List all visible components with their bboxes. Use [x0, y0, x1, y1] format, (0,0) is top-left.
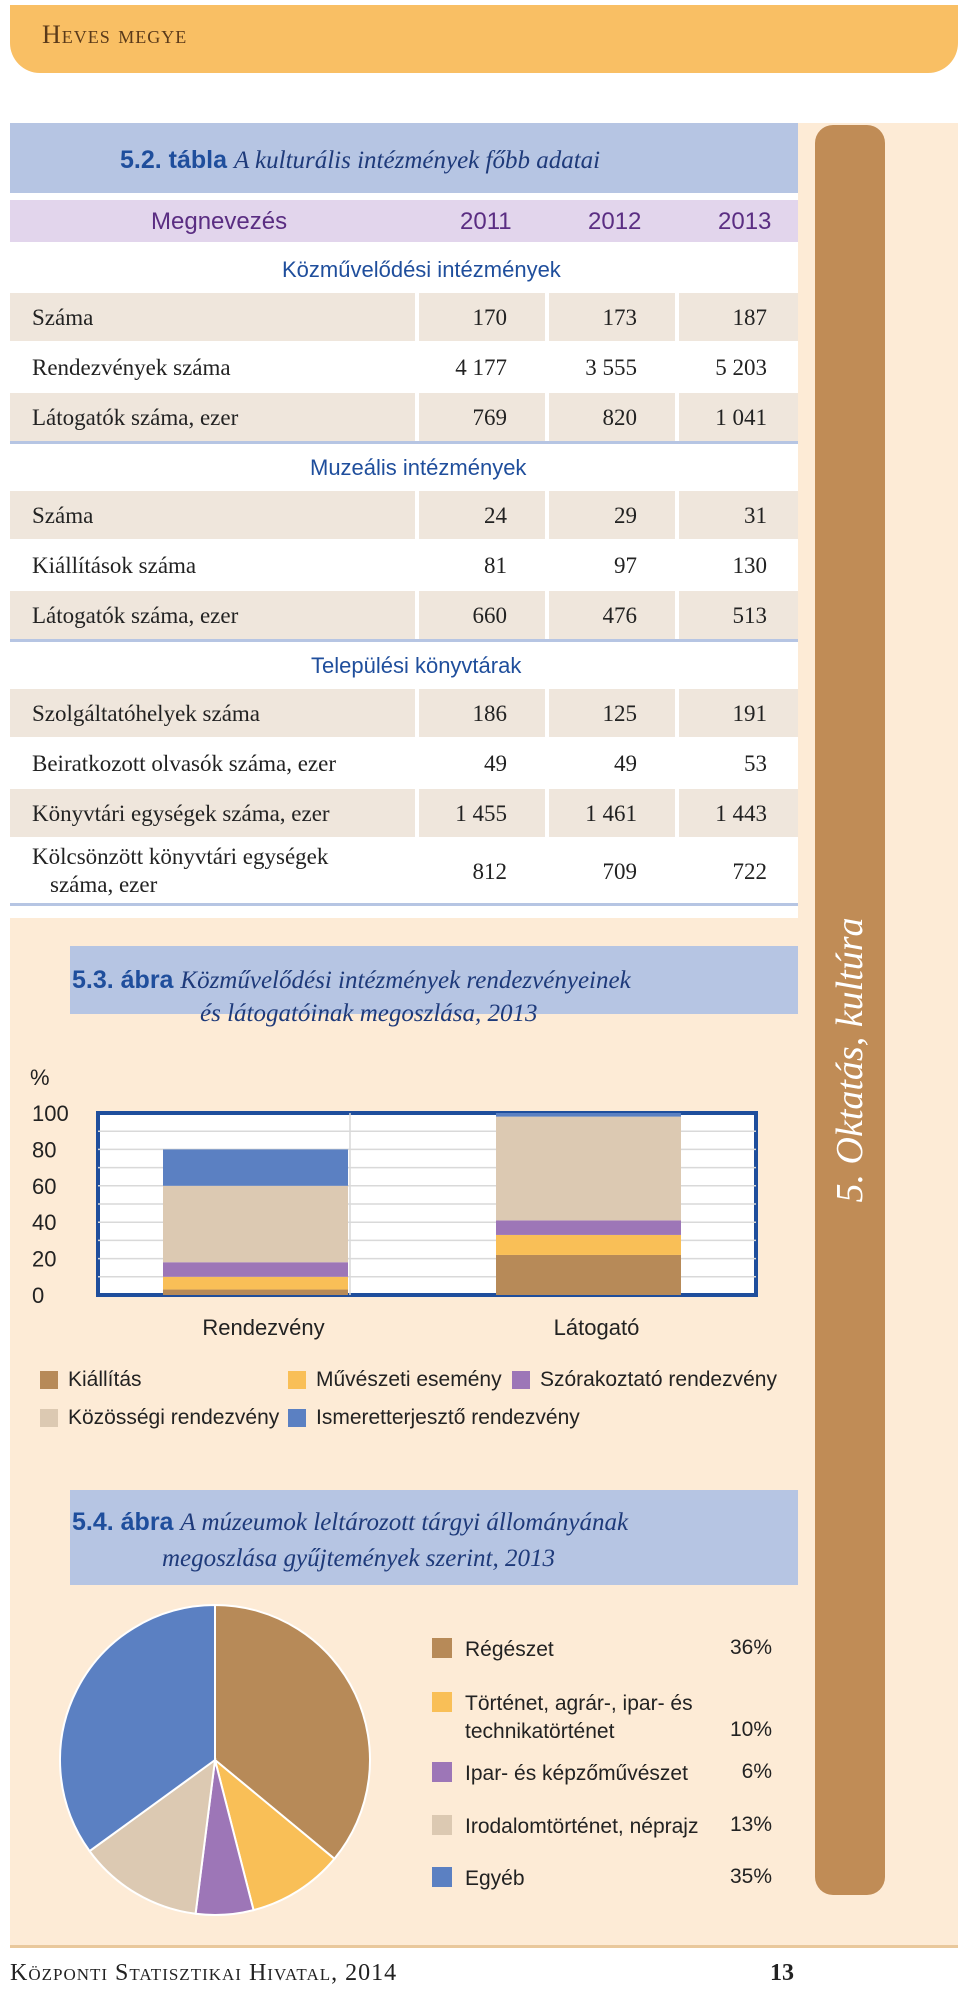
- y-tick-label: 0: [32, 1283, 45, 1308]
- cell-value: 476: [602, 603, 637, 628]
- row-label: Beiratkozott olvasók száma, ezer: [32, 751, 336, 776]
- x-category-label: Látogató: [553, 1315, 640, 1340]
- row-label: Száma: [32, 503, 94, 528]
- pie-legend-label: Régészet: [465, 1638, 554, 1661]
- header-title: Heves megye: [42, 20, 188, 49]
- figure-5-3-number: 5.3. ábra: [72, 966, 174, 994]
- legend-label: Művészeti esemény: [316, 1368, 502, 1391]
- row-label-line1: Kölcsönzött könyvtári egységek: [32, 844, 329, 869]
- cell-value: 4 177: [455, 355, 507, 380]
- cell-value: 5 203: [715, 355, 767, 380]
- y-tick-label: 80: [32, 1137, 57, 1163]
- cell-value: 722: [732, 859, 767, 884]
- row-label: Rendezvények száma: [32, 355, 231, 380]
- table-caption: A kulturális intézmények főbb adatai: [233, 147, 601, 174]
- cell-value: 31: [744, 503, 767, 528]
- figure-5-3-title-line1: Közművelődési intézmények rendezvényeinek: [180, 967, 631, 994]
- cell-value: 1 455: [455, 801, 507, 826]
- page-number: 13: [770, 1960, 794, 1986]
- y-axis-unit: %: [30, 1065, 50, 1090]
- row-label: Látogatók száma, ezer: [32, 405, 239, 430]
- section-title: Közművelődési intézmények: [282, 257, 561, 282]
- legend-label: Kiállítás: [68, 1368, 142, 1391]
- figure-5-4-title-line1: A múzeumok leltározott tárgyi állományának: [180, 1509, 629, 1536]
- cell-value: 3 555: [585, 355, 637, 380]
- cell-value: 187: [732, 305, 767, 330]
- cell-value: 53: [744, 751, 767, 776]
- row-label-line2: száma, ezer: [50, 872, 158, 897]
- cell-value: 1 041: [715, 405, 767, 430]
- pie-legend-percent: 36%: [729, 1636, 772, 1659]
- cell-value: 81: [484, 553, 507, 578]
- row-label: Szolgáltatóhelyek száma: [32, 701, 261, 726]
- cell-value: 170: [472, 305, 507, 330]
- footer-publisher: Központi Statisztikai Hivatal, 2014: [10, 1960, 398, 1986]
- cell-value: 513: [732, 603, 767, 628]
- pie-legend-swatch: [432, 1762, 452, 1782]
- figure-5-4-title-line2: megoszlása gyűjtemények szerint, 2013: [162, 1545, 555, 1572]
- cell-value: 97: [614, 553, 637, 578]
- cell-value: 130: [732, 553, 767, 578]
- pie-legend-percent: 10%: [729, 1718, 772, 1741]
- footer-rule: [10, 1945, 958, 1948]
- row-label: Látogatók száma, ezer: [32, 603, 239, 628]
- cell-value: 1 461: [585, 801, 637, 826]
- pie-legend-label: Egyéb: [465, 1867, 525, 1890]
- pie-legend-label: Irodalomtörténet, néprajz: [465, 1815, 699, 1838]
- cell-value: 125: [602, 701, 637, 726]
- col-header-name: Megnevezés: [151, 208, 288, 235]
- cell-value: 191: [732, 701, 767, 726]
- row-label: Kiállítások száma: [32, 553, 197, 578]
- cell-value: 29: [614, 503, 637, 528]
- section-title: Települési könyvtárak: [311, 653, 522, 678]
- col-header-2013: 2013: [718, 208, 772, 235]
- pie-legend-label-line2: technikatörténet: [465, 1720, 615, 1743]
- pie-legend-swatch: [432, 1692, 452, 1712]
- pie-legend-swatch: [432, 1867, 452, 1887]
- pie-legend-percent: 6%: [741, 1760, 772, 1783]
- cell-value: 709: [602, 859, 637, 884]
- figure-5-4-number: 5.4. ábra: [72, 1508, 174, 1536]
- section-title: Muzeális intézmények: [310, 455, 527, 480]
- cell-value: 769: [472, 405, 507, 430]
- y-tick-label: 60: [32, 1173, 57, 1199]
- y-tick-label: 100: [32, 1101, 69, 1126]
- chapter-tab-label: 5. Oktatás, kultúra: [829, 917, 871, 1203]
- legend-label: Közösségi rendezvény: [68, 1406, 280, 1429]
- pie-legend-swatch: [432, 1815, 452, 1835]
- col-header-2011: 2011: [460, 208, 512, 235]
- y-tick-label: 20: [32, 1246, 57, 1272]
- cell-value: 49: [614, 751, 637, 776]
- table-number: 5.2. tábla: [120, 146, 227, 174]
- cell-value: 173: [602, 305, 637, 330]
- pie-legend-label: [465, 1690, 693, 1746]
- row-label: Száma: [32, 305, 94, 330]
- cell-value: 660: [472, 603, 507, 628]
- cell-value: 186: [472, 701, 507, 726]
- pie-legend-label-line1: Történet, agrár-, ipar- és: [465, 1692, 693, 1715]
- cell-value: 820: [602, 405, 637, 430]
- legend-label: Szórakoztató rendezvény: [540, 1368, 777, 1391]
- row-label: Könyvtári egységek száma, ezer: [32, 801, 330, 826]
- cell-value: 1 443: [715, 801, 767, 826]
- figure-5-3-title-line2: és látogatóinak megoszlása, 2013: [200, 1000, 538, 1027]
- x-category-label: Rendezvény: [202, 1315, 325, 1340]
- cell-value: 49: [484, 751, 507, 776]
- pie-legend-label: Ipar- és képzőművészet: [465, 1762, 688, 1785]
- col-header-2012: 2012: [588, 208, 642, 235]
- pie-legend-swatch: [432, 1638, 452, 1658]
- pie-legend-percent: 13%: [729, 1813, 772, 1836]
- pie-legend-percent: 35%: [729, 1865, 772, 1888]
- cell-value: 812: [472, 859, 507, 884]
- legend-label: Ismeretterjesztő rendezvény: [316, 1406, 580, 1429]
- cell-value: 24: [484, 503, 507, 528]
- y-tick-label: 40: [32, 1210, 57, 1236]
